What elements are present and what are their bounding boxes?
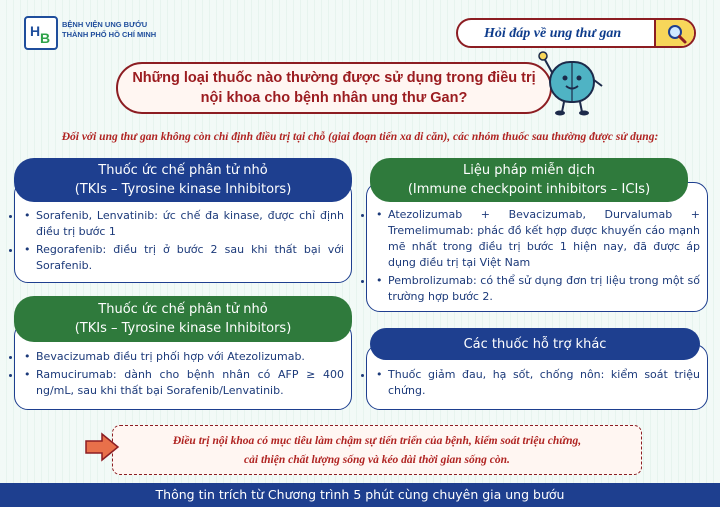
- card-supportive-title: Các thuốc hỗ trợ khác: [463, 336, 607, 352]
- conclusion-line1: Điều trị nội khoa có mục tiêu làm chậm sự tiến triển của bệnh, kiểm soát triệu chứng,: [172, 435, 582, 447]
- card-tki-first-line-subtitle: (TKIs – Tyrosine kinase Inhibitors): [74, 182, 292, 197]
- list-item: • • Pembrolizumab: có thể sử dụng đơn trị liệu trong một số trường hợp bước 2.: [374, 273, 700, 305]
- card-immunotherapy-subtitle: (Immune checkpoint inhibitors – ICIs): [407, 182, 651, 197]
- card-tki-first-line-title: Thuốc ức chế phân tử nhỏ: [98, 163, 268, 178]
- card-tki-other-title: Thuốc ức chế phân tử nhỏ: [98, 302, 268, 317]
- intro-text: Đối với ung thư gan không còn chỉ định điều trị tại chỗ (giai đoạn tiến xa di căn), các nhóm thuốc sau thường được sử dụng:: [61, 131, 659, 143]
- card-tki-other-list: [14, 349, 352, 401]
- list-item: • • Ramucirumab: dành cho bệnh nhân có AFP ≥ 400 ng/mL, sau khi thất bại Sorafenib/Lenvatinib.: [22, 367, 344, 399]
- header-title-pill: [456, 18, 696, 48]
- list-item: • • Atezolizumab + Bevacizumab, Durvalumab + Tremelimumab: phác đồ kết hợp được khuyến cáo mạnh mẽ nhất trong điều trị bước 1 hiện nay, đã được áp dụng điều trị tại Việt Nam: [374, 207, 700, 271]
- pill-mascot-icon: [536, 50, 608, 116]
- card-supportive-header: [370, 328, 700, 360]
- question-line1: Những loại thuốc nào thường được sử dụng trong điều trị: [132, 70, 536, 86]
- page-title: Hỏi đáp về ung thư gan: [484, 26, 622, 41]
- card-immunotherapy-header: [370, 158, 688, 202]
- question-line2: nội khoa cho bệnh nhân ung thư Gan?: [200, 90, 468, 106]
- card-immunotherapy-title: Liệu pháp miễn dịch: [463, 163, 595, 178]
- card-tki-first-line-list: [14, 208, 352, 276]
- card-tki-first-line-header: [14, 158, 352, 202]
- conclusion-box: [112, 425, 642, 475]
- hospital-name: [62, 20, 156, 40]
- hospital-logo: H B: [24, 16, 58, 50]
- hospital-name-line1: BỆNH VIỆN UNG BƯỚU: [62, 20, 148, 29]
- list-item: • • Bevacizumab điều trị phối hợp với Atezolizumab.: [22, 349, 344, 365]
- footer-source: Thông tin trích từ Chương trình 5 phút cùng chuyên gia ung bướu: [0, 483, 720, 507]
- card-tki-other-header: [14, 296, 352, 342]
- list-item: • • Regorafenib: điều trị ở bước 2 sau khi thất bại với Sorafenib.: [22, 242, 344, 274]
- card-supportive-list: [366, 367, 708, 401]
- card-immunotherapy-list: [366, 207, 708, 307]
- magnifier-icon-box: [654, 20, 694, 46]
- arrow-right-icon: [84, 432, 120, 462]
- list-item: • • Thuốc giảm đau, hạ sốt, chống nôn: kiểm soát triệu chứng.: [374, 367, 700, 399]
- hospital-name-line2: THÀNH PHỐ HỒ CHÍ MINH: [62, 30, 157, 39]
- card-tki-other-subtitle: (TKIs – Tyrosine kinase Inhibitors): [74, 321, 292, 336]
- conclusion-line2: cải thiện chất lượng sống và kéo dài thời gian sống còn.: [244, 454, 510, 466]
- list-item: • • Sorafenib, Lenvatinib: ức chế đa kinase, được chỉ định điều trị bước 1: [22, 208, 344, 240]
- question-banner: [116, 62, 552, 114]
- magnifier-icon: [666, 23, 688, 45]
